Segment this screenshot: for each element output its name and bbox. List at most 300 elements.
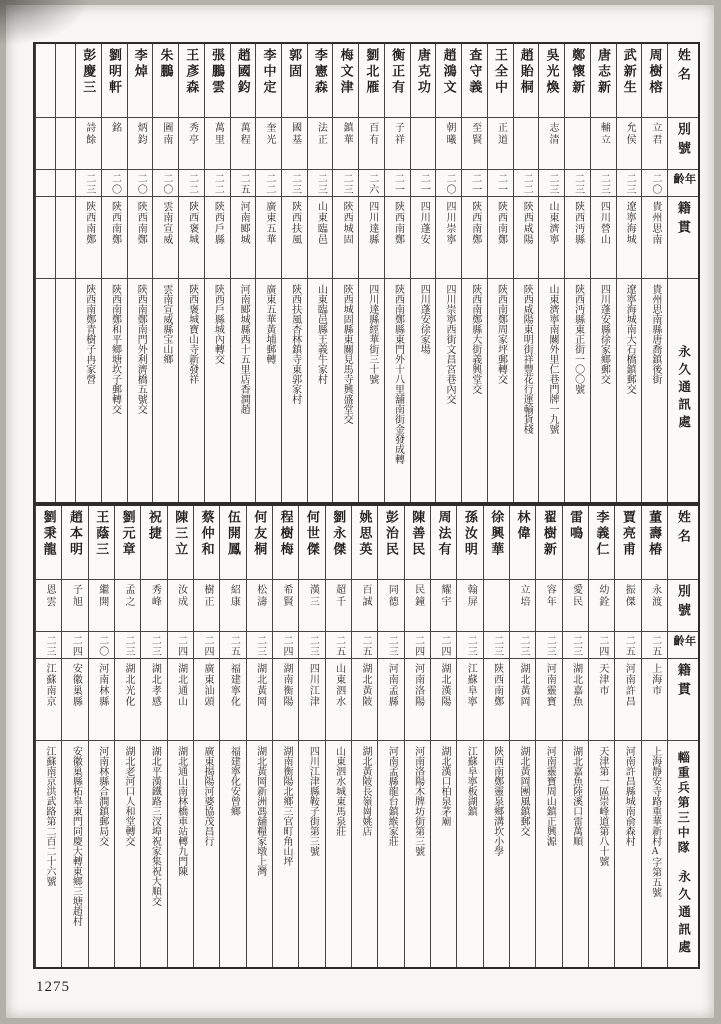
person-column — [178, 44, 204, 502]
name-cell — [89, 506, 114, 580]
empty-column — [35, 44, 55, 502]
person-age: 二五 — [333, 635, 345, 657]
person-name: 王蔭三 — [94, 510, 110, 558]
person-name: 周法有 — [436, 510, 452, 558]
person-origin: 陝西沔縣 — [572, 201, 584, 245]
person-alias: 詩餘 — [83, 122, 95, 146]
alias-cell — [514, 118, 539, 170]
name-cell — [617, 44, 642, 118]
person-alias: 紹康 — [228, 584, 240, 608]
person-alias: 國基 — [289, 122, 301, 146]
person-origin: 湖北黃岡 — [517, 663, 529, 707]
origin-cell — [591, 197, 616, 279]
person-column — [230, 44, 256, 502]
origin-cell — [231, 197, 256, 279]
origin-cell — [405, 659, 430, 741]
person-alias: 朝曦 — [444, 122, 455, 146]
address-cell — [299, 741, 324, 967]
person-age: 二三 — [307, 635, 319, 657]
person-address: 貴州思南縣唐喬鎮後街 — [649, 284, 661, 384]
name-cell — [141, 506, 166, 580]
person-address: 廣東揭陽河婆協茂昌行 — [202, 746, 213, 846]
header-address-label: 永久通訊處 — [676, 870, 691, 958]
person-origin: 陝西咸陽 — [521, 201, 533, 245]
name-cell — [205, 44, 230, 118]
name-cell — [333, 44, 358, 118]
person-origin: 陝西南鄭 — [491, 663, 503, 707]
age-cell — [352, 632, 377, 659]
age-cell — [56, 170, 75, 197]
person-name: 趙鴻文 — [441, 48, 457, 96]
alias-cell — [168, 580, 193, 632]
person-alias: 漢三 — [307, 584, 319, 608]
name-cell — [359, 44, 384, 118]
person-address: 湖北通山南林橋車站轉九門陳 — [175, 746, 187, 876]
age-cell — [589, 632, 614, 659]
person-address: 陝西南鄭青樹子冉家營 — [83, 284, 95, 384]
header-address-cell — [668, 279, 698, 502]
person-age: 二一 — [392, 173, 404, 195]
age-cell — [36, 170, 55, 197]
origin-cell — [308, 197, 333, 279]
person-address: 陝西南鄭縣大街義興堂交 — [469, 284, 481, 394]
person-age: 二三 — [624, 173, 636, 195]
name-cell — [62, 506, 87, 580]
address-cell — [642, 741, 667, 967]
person-origin: 河南林縣 — [96, 663, 108, 707]
name-cell — [115, 506, 140, 580]
person-alias: 炳鈞 — [135, 122, 147, 146]
address-cell — [128, 279, 153, 502]
table-columns — [35, 506, 698, 967]
name-cell — [484, 506, 509, 580]
person-age: 二三 — [315, 173, 327, 195]
person-name: 劉明軒 — [107, 48, 123, 96]
person-alias: 孟之 — [123, 584, 135, 608]
name-cell — [589, 506, 614, 580]
header-origin-cell — [668, 197, 698, 279]
name-cell — [510, 506, 535, 580]
age-cell — [378, 632, 403, 659]
origin-cell — [536, 659, 561, 741]
person-column — [614, 506, 640, 967]
age-cell — [436, 170, 461, 197]
person-age: 二五 — [228, 635, 240, 657]
header-name-label: 姓名 — [675, 48, 691, 86]
origin-cell — [89, 659, 114, 741]
person-origin: 江蘇阜寧 — [465, 663, 477, 707]
name-cell — [282, 44, 307, 118]
roster-table-top — [33, 42, 700, 504]
person-name: 陳三立 — [173, 510, 189, 558]
person-column — [456, 506, 482, 967]
person-alias: 允侯 — [624, 122, 636, 146]
person-alias: 銘 — [109, 122, 121, 134]
alias-cell — [642, 118, 667, 170]
person-age: 二五 — [623, 635, 635, 657]
person-alias: 志清 — [546, 122, 558, 146]
person-age: 二六 — [366, 173, 378, 195]
person-column — [430, 506, 456, 967]
address-cell — [378, 741, 403, 967]
person-age: 二一 — [469, 173, 481, 195]
person-origin: 陝西南鄭 — [495, 201, 507, 245]
person-alias: 翰屏 — [465, 584, 477, 608]
address-cell — [411, 279, 436, 502]
age-cell — [510, 632, 535, 659]
alias-cell — [205, 118, 230, 170]
person-origin: 河南孟縣 — [386, 663, 398, 707]
origin-cell — [510, 659, 535, 741]
origin-cell — [220, 659, 245, 741]
person-column — [281, 44, 307, 502]
alias-cell — [231, 118, 256, 170]
person-address: 四川蓬安縣徐家鄉郵交 — [598, 284, 610, 384]
alias-cell — [536, 580, 561, 632]
origin-cell — [153, 197, 178, 279]
person-alias: 萬里 — [212, 122, 224, 146]
person-alias: 希賢 — [280, 584, 292, 608]
header-column — [667, 44, 698, 502]
alias-cell — [326, 580, 351, 632]
person-origin: 陝西南鄭 — [135, 201, 147, 245]
address-cell — [591, 279, 616, 502]
origin-cell — [565, 197, 590, 279]
person-origin: 河南靈寶 — [544, 663, 556, 707]
person-origin: 遼寧海城 — [624, 201, 636, 245]
name-cell — [431, 506, 456, 580]
person-age: 二四 — [596, 635, 608, 657]
person-name: 吳光煥 — [544, 48, 560, 96]
name-cell — [299, 506, 324, 580]
person-origin: 山東泗水 — [333, 663, 345, 707]
alias-cell — [617, 118, 642, 170]
person-origin: 貴州思南 — [649, 201, 661, 245]
alias-cell — [462, 118, 487, 170]
person-name: 彭慶三 — [81, 48, 97, 96]
person-name: 孫汝明 — [462, 510, 478, 558]
person-column — [487, 44, 513, 502]
person-column — [255, 44, 281, 502]
person-column — [193, 506, 219, 967]
person-age: 二三 — [44, 635, 56, 657]
person-age: 二三 — [123, 635, 135, 657]
person-age: 二三 — [546, 173, 558, 195]
name-cell — [514, 44, 539, 118]
person-origin: 湖北通山 — [175, 663, 187, 707]
person-age: 二三 — [254, 635, 266, 657]
address-cell — [62, 741, 87, 967]
person-origin: 四川江津 — [307, 663, 319, 707]
address-cell — [326, 741, 351, 967]
origin-cell — [488, 197, 513, 279]
age-cell — [488, 170, 513, 197]
age-cell — [642, 170, 667, 197]
person-alias: 幼銓 — [596, 584, 608, 608]
person-column — [588, 506, 614, 967]
person-column — [35, 506, 61, 967]
person-name: 陳善民 — [410, 510, 426, 558]
person-age: 二〇 — [160, 173, 172, 195]
person-address: 湖北黃岡新洲馮舖糧家墩上灣 — [254, 746, 266, 876]
age-cell — [563, 632, 588, 659]
age-cell — [617, 170, 642, 197]
header-alias-cell — [668, 580, 698, 632]
name-cell — [153, 44, 178, 118]
age-cell — [326, 632, 351, 659]
person-column — [75, 44, 101, 502]
person-column — [513, 44, 539, 502]
alias-cell — [179, 118, 204, 170]
age-cell — [89, 632, 114, 659]
address-cell — [179, 279, 204, 502]
person-column — [616, 44, 642, 502]
alias-cell — [484, 580, 509, 632]
person-column — [219, 506, 245, 967]
name-cell — [642, 44, 667, 118]
alias-cell — [565, 118, 590, 170]
person-address: 陝西褒城寶山寺新發祥 — [186, 284, 198, 384]
person-address: 湖北平漢鐵路三汊埠祝家集祝大順交 — [149, 746, 161, 906]
name-cell — [36, 44, 55, 118]
person-address: 山東濟寧南關外里仁巷門牌一九號 — [546, 284, 558, 434]
name-cell — [256, 44, 281, 118]
person-name: 祝捷 — [146, 510, 162, 542]
person-address: 陝西南鄭靈泉鄉溝坎小學 — [491, 746, 503, 856]
person-column — [351, 506, 377, 967]
origin-cell — [102, 197, 127, 279]
person-name: 徐興華 — [489, 510, 505, 558]
header-alias-label: 別號 — [675, 584, 691, 622]
person-name: 趙國鈞 — [235, 48, 251, 96]
person-origin: 山東臨邑 — [315, 201, 327, 245]
person-name: 李焯 — [132, 48, 148, 80]
person-name: 劉北雁 — [364, 48, 380, 96]
person-age: 二二 — [521, 173, 533, 195]
person-address: 陝西咸陽東明街祥豐花行運輸貨棧 — [521, 284, 533, 434]
age-cell — [484, 632, 509, 659]
name-cell — [179, 44, 204, 118]
person-address: 雲南宣威縣宝山鄉 — [160, 284, 172, 364]
person-address: 湖北黃陂長嶺崗姚店 — [359, 746, 371, 836]
alias-cell — [36, 118, 55, 170]
person-column — [272, 506, 298, 967]
person-age: 二四 — [412, 635, 424, 657]
person-age: 二三 — [386, 635, 398, 657]
name-cell — [385, 44, 410, 118]
person-name: 王全中 — [493, 48, 509, 96]
person-alias: 松濤 — [254, 584, 266, 608]
age-cell — [141, 632, 166, 659]
person-alias: 恩雲 — [44, 584, 56, 608]
alias-cell — [256, 118, 281, 170]
person-origin: 湖南衡陽 — [280, 663, 292, 707]
name-cell — [536, 506, 561, 580]
person-address: 陝西戶縣城內轉交 — [212, 284, 224, 364]
name-cell — [615, 506, 640, 580]
person-alias: 圖南 — [160, 122, 172, 146]
person-name: 衡正有 — [390, 48, 406, 96]
person-address: 湖北黃岡團風鎮郵交 — [517, 746, 529, 836]
age-cell — [615, 632, 640, 659]
origin-cell — [36, 197, 55, 279]
person-alias: 容年 — [544, 584, 556, 608]
person-age: 二〇 — [649, 173, 661, 195]
person-address: 廣東五華黃埔郵轉 — [263, 284, 275, 364]
person-name: 何世傑 — [304, 510, 320, 558]
alias-cell — [359, 118, 384, 170]
person-address: 四川崇寧西街文昌宮巷內交 — [444, 284, 455, 404]
person-name: 王彥森 — [184, 48, 200, 96]
header-age-cell — [668, 170, 698, 197]
person-column — [114, 506, 140, 967]
person-alias: 耀宇 — [438, 584, 450, 608]
age-cell — [231, 170, 256, 197]
person-address: 遼寧海城南大石橋鎮郵交 — [624, 284, 636, 394]
person-age: 二四 — [175, 635, 187, 657]
person-origin: 陝西南鄭 — [83, 201, 95, 245]
origin-cell — [642, 197, 667, 279]
address-cell — [76, 279, 101, 502]
person-origin: 湖北漢陽 — [438, 663, 450, 707]
alias-cell — [56, 118, 75, 170]
person-origin: 陝西城固 — [341, 201, 353, 245]
address-cell — [539, 279, 564, 502]
age-cell — [153, 170, 178, 197]
person-age: 二四 — [202, 635, 213, 657]
person-alias: 秀亭 — [186, 122, 198, 146]
alias-cell — [378, 580, 403, 632]
person-age: 二〇 — [444, 173, 455, 195]
origin-cell — [141, 659, 166, 741]
person-age: 二三 — [491, 635, 503, 657]
person-age: 二四 — [280, 635, 292, 657]
person-age: 二三 — [289, 173, 301, 195]
age-cell — [591, 170, 616, 197]
header-age-label: 年齡 — [672, 635, 696, 648]
age-cell — [462, 170, 487, 197]
address-cell — [536, 741, 561, 967]
origin-cell — [62, 659, 87, 741]
name-cell — [231, 44, 256, 118]
person-alias: 超千 — [333, 584, 345, 608]
person-column — [377, 506, 403, 967]
name-cell — [352, 506, 377, 580]
person-name: 趙貽桐 — [518, 48, 534, 96]
person-address: 安徽巢縣柘皋東門同慶大轉東鄉三塘趙村 — [70, 746, 82, 926]
alias-cell — [128, 118, 153, 170]
person-alias: 百誠 — [359, 584, 371, 608]
person-age: 二〇 — [135, 173, 147, 195]
alias-cell — [457, 580, 482, 632]
name-cell — [411, 44, 436, 118]
person-address: 四川蓬安徐家場 — [418, 284, 430, 354]
person-alias: 永渡 — [649, 584, 661, 608]
person-alias: 秀峰 — [149, 584, 161, 608]
person-column — [483, 506, 509, 967]
person-address: 河南郾城縣西十五里店香澗趙 — [238, 284, 250, 414]
person-address: 陝西南鄭南門外利濟橋五號交 — [135, 284, 147, 414]
alias-cell — [308, 118, 333, 170]
person-column — [325, 506, 351, 967]
origin-cell — [333, 197, 358, 279]
name-cell — [405, 506, 430, 580]
address-cell — [220, 741, 245, 967]
empty-column — [55, 44, 75, 502]
person-address: 上海靜安寺路重華新村A字第五號 — [649, 746, 661, 897]
age-cell — [308, 170, 333, 197]
person-address: 湖北漢口柏泉茅廟 — [438, 746, 450, 826]
person-address: 陝西城固縣東關見馬寺興盛堂交 — [341, 284, 353, 424]
address-cell — [56, 279, 75, 502]
person-column — [358, 44, 384, 502]
origin-cell — [352, 659, 377, 741]
person-address: 四川達縣經華街三十號 — [366, 284, 378, 384]
alias-cell — [153, 118, 178, 170]
address-cell — [36, 279, 55, 502]
name-cell — [436, 44, 461, 118]
age-cell — [220, 632, 245, 659]
person-age: 二四 — [438, 635, 450, 657]
person-origin: 雲南宣威 — [160, 201, 172, 245]
person-age: 二二 — [212, 173, 224, 195]
alias-cell — [273, 580, 298, 632]
person-age: 二三 — [83, 173, 95, 195]
age-cell — [431, 632, 456, 659]
person-age: 二三 — [465, 635, 477, 657]
person-age: 二三 — [517, 635, 529, 657]
person-address: 陝西南鄭和平鄉塘坎子郵轉交 — [109, 284, 121, 414]
origin-cell — [457, 659, 482, 741]
person-origin: 河南郾城 — [238, 201, 250, 245]
address-cell — [385, 279, 410, 502]
origin-cell — [436, 197, 461, 279]
person-alias: 愛民 — [570, 584, 582, 608]
address-cell — [205, 279, 230, 502]
age-cell — [536, 632, 561, 659]
alias-cell — [411, 118, 436, 170]
person-age: 二三 — [149, 635, 161, 657]
person-address: 福建寧化安曾鄉 — [228, 746, 240, 816]
origin-cell — [431, 659, 456, 741]
age-cell — [115, 632, 140, 659]
person-name: 何友桐 — [252, 510, 268, 558]
name-cell — [36, 506, 61, 580]
alias-cell — [405, 580, 430, 632]
header-origin-label: 籍貫 — [675, 663, 691, 701]
person-age: 二二 — [186, 173, 198, 195]
person-name: 劉秉龍 — [41, 510, 57, 558]
origin-cell — [385, 197, 410, 279]
person-age: 二二 — [263, 173, 275, 195]
person-alias: 汝成 — [175, 584, 187, 608]
address-cell — [431, 741, 456, 967]
origin-cell — [514, 197, 539, 279]
alias-cell — [282, 118, 307, 170]
address-cell — [115, 741, 140, 967]
alias-cell — [563, 580, 588, 632]
alias-cell — [385, 118, 410, 170]
person-origin: 天津市 — [596, 663, 608, 696]
name-cell — [642, 506, 667, 580]
age-cell — [457, 632, 482, 659]
address-cell — [457, 741, 482, 967]
alias-cell — [539, 118, 564, 170]
address-cell — [102, 279, 127, 502]
person-column — [562, 506, 588, 967]
person-alias: 民鐘 — [412, 584, 424, 608]
person-column — [538, 44, 564, 502]
